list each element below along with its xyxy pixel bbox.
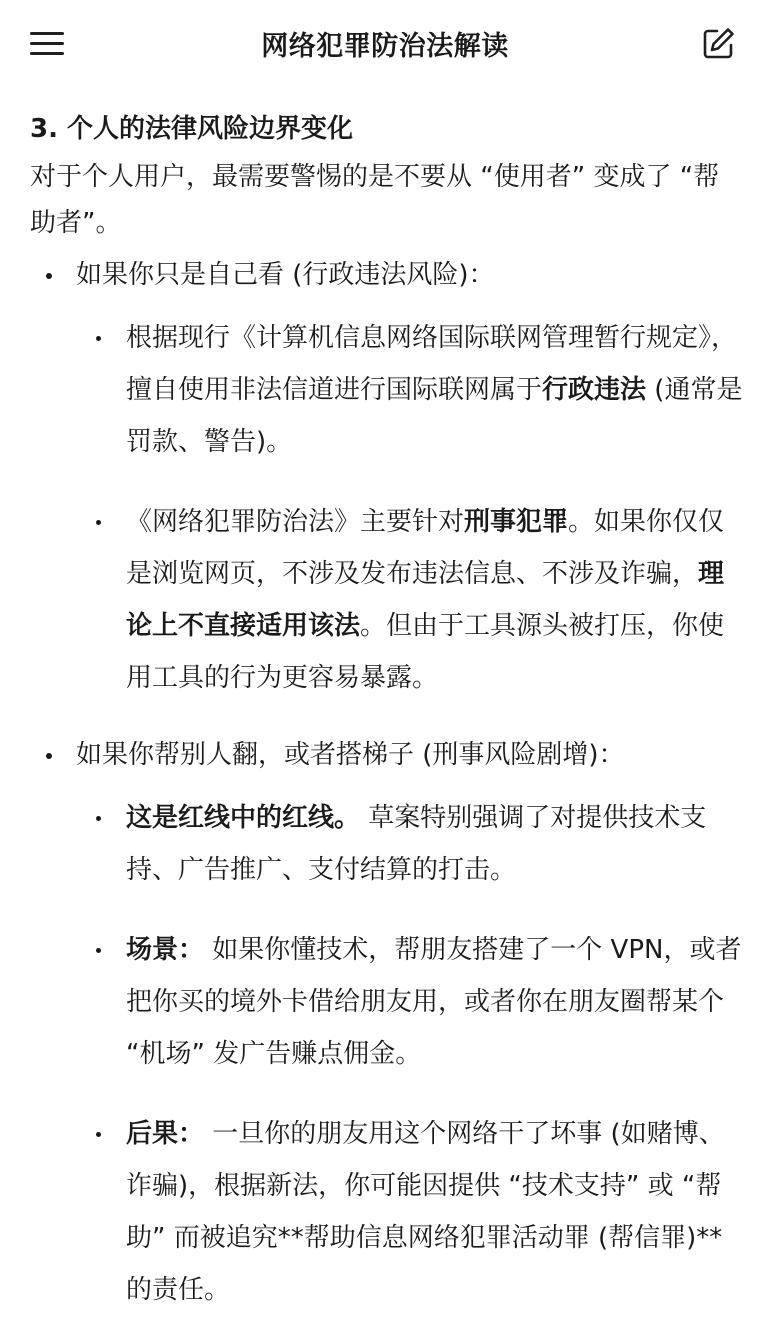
top-bar <box>0 0 770 86</box>
intro-paragraph: 对于个人用户，最需要警惕的是不要从 “使用者” 变成了 “帮助者”。 <box>30 162 720 238</box>
subpoint-item <box>76 312 745 468</box>
subpoint-text: (通常是罚款、警告)。 <box>126 375 743 457</box>
subpoint-item <box>76 1108 745 1316</box>
subpoint-text: 一旦你的朋友用这个网络干了坏事 (如赌博、诈骗)，根据新法，你可能因提供 “技术支持” 或 “帮助” 而被追究**帮助信息网络犯罪活动罪 (帮信罪)**的责任。 <box>126 1119 725 1305</box>
menu-bar-line <box>30 32 64 35</box>
subpoint-list <box>76 312 745 704</box>
menu-bar-line <box>30 52 64 55</box>
point-list <box>30 252 745 1316</box>
point-label: 如果你只是自己看 (行政违法风险)： <box>76 260 495 290</box>
subpoint-text: 。但由于工具源头被打压，你使用工具的行为更容易暴露。 <box>126 611 725 693</box>
page-title: 网络犯罪防治法解读 <box>261 30 509 62</box>
subpoint-item <box>76 792 745 896</box>
subpoint-bold: 后果： <box>126 1119 205 1149</box>
subpoint-text: 《网络犯罪防治法》主要针对 <box>126 507 465 537</box>
subpoint-list <box>76 792 745 1316</box>
subpoint-bold: 理论上不直接适用该法 <box>126 559 725 641</box>
point-label: 如果你帮别人翻，或者搭梯子 (刑事风险剧增)： <box>76 740 625 770</box>
subpoint-text: 根据现行《计算机信息网络国际联网管理暂行规定》，擅自使用非法信道进行国际联网属于 <box>126 323 738 405</box>
subpoint-item <box>76 496 745 704</box>
article-content <box>30 100 745 1344</box>
subpoint-text: 如果你懂技术，帮朋友搭建了一个 VPN，或者把你买的境外卡借给朋友用，或者你在朋友圈帮某个 “机场” 发广告赚点佣金。 <box>126 935 742 1069</box>
subpoint-bold: 场景： <box>126 935 205 965</box>
subpoint-text: 草案特别强调了对提供技术支持、广告推广、支付结算的打击。 <box>126 803 707 885</box>
subpoint-bold: 行政违法 <box>542 375 647 405</box>
subpoint-bold: 刑事犯罪 <box>464 507 569 537</box>
subpoint-text: 。如果你仅仅是浏览网页，不涉及发布违法信息、不涉及诈骗， <box>126 507 725 589</box>
subpoint-bold: 这是红线中的红线。 <box>126 803 361 833</box>
edit-pencil-icon[interactable] <box>702 26 736 60</box>
point-solo-viewing <box>30 252 745 704</box>
hamburger-menu-icon[interactable] <box>30 24 68 62</box>
point-helping-others <box>30 732 745 1316</box>
menu-bar-line <box>30 42 64 45</box>
subpoint-item <box>76 924 745 1080</box>
section-heading: 3. 个人的法律风险边界变化 <box>30 114 354 144</box>
